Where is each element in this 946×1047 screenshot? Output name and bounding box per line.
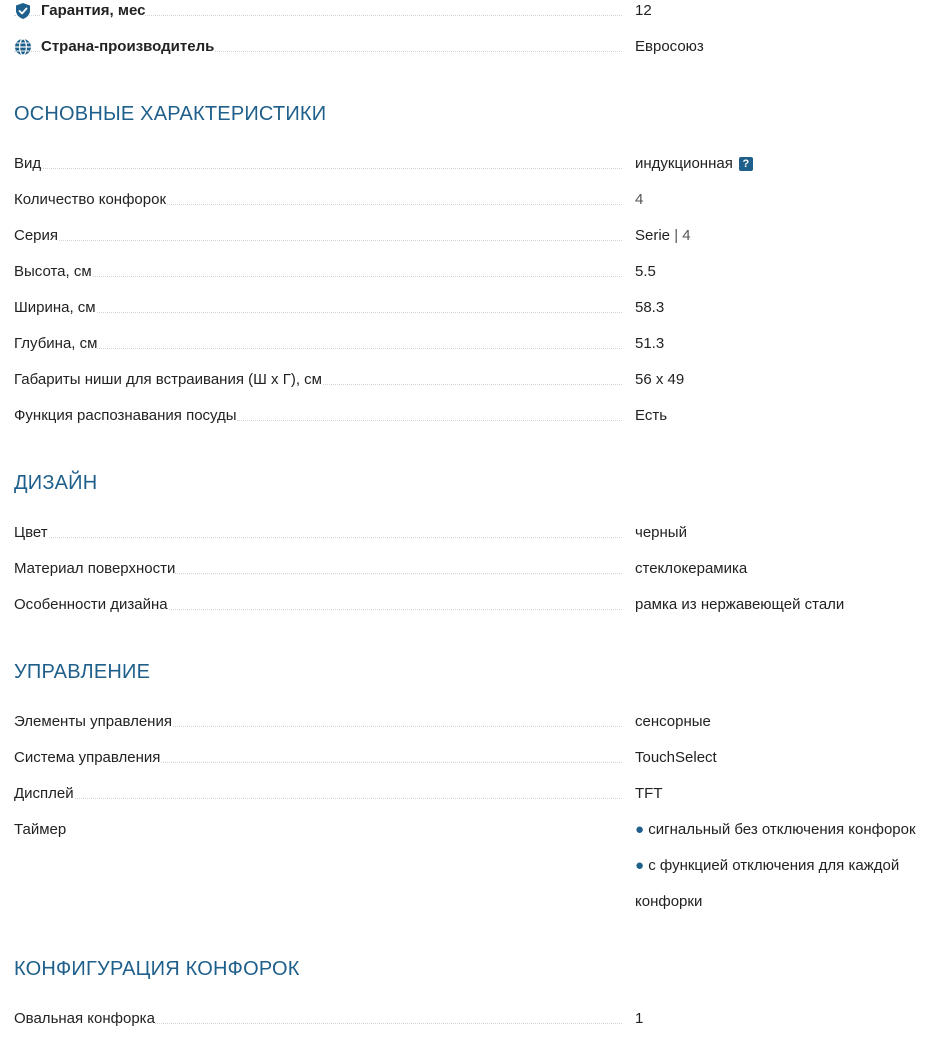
spec-row-type [14,154,936,174]
section-title-design: ДИЗАЙН [14,472,98,494]
spec-value: 1 [635,1010,644,1027]
spec-value: 58.3 [635,299,665,316]
dotted-leader [14,798,622,799]
spec-label: Система управления [14,749,161,766]
spec-label: Габариты ниши для встраивания (Ш х Г), см [14,371,322,388]
spec-value: рамка из нержавеющей стали [635,596,845,613]
dotted-leader [14,276,622,277]
spec-value: 56 х 49 [635,371,685,388]
section-title-main: ОСНОВНЫЕ ХАРАКТЕРИСТИКИ [14,103,327,125]
spec-value: 4 [635,191,644,208]
spec-label: Особенности дизайна [14,596,168,613]
spec-row-burners [14,190,936,210]
spec-row-control-system [14,748,936,768]
timer-bullet-item [635,856,899,876]
series-separator: | [674,227,679,244]
spec-value: TFT [635,785,663,802]
spec-value: Евросоюз [635,38,704,55]
spec-label: Ширина, см [14,299,96,316]
bullet-icon: ● [635,857,645,874]
help-icon[interactable]: ? [739,157,753,171]
spec-row-series [14,226,936,246]
dotted-leader [14,348,622,349]
spec-label: Серия [14,227,59,244]
spec-row-design-features [14,595,936,615]
spec-value: сенсорные [635,713,711,730]
spec-value: Есть [635,407,668,424]
spec-value: 5.5 [635,263,656,280]
bullet-icon: ● [635,821,645,838]
spec-row-country [14,37,936,57]
spec-value: стеклокерамика [635,560,748,577]
spec-label: Высота, см [14,263,92,280]
series-number: 4 [682,227,691,244]
spec-label: Глубина, см [14,335,98,352]
series-name: Serie [635,227,671,244]
spec-value: 51.3 [635,335,665,352]
spec-value: TouchSelect [635,749,717,766]
spec-label: Таймер [14,821,67,838]
spec-row-color [14,523,936,543]
spec-label: Дисплей [14,785,74,802]
spec-label: Вид [14,155,42,172]
spec-label: Элементы управления [14,713,172,730]
timer-bullet-text: сигнальный без отключения конфорок [648,821,916,838]
spec-value: черный [635,524,687,541]
spec-row-detection [14,406,936,426]
spec-value-text: индукционная [635,155,733,172]
dotted-leader [14,312,622,313]
spec-value [635,226,691,246]
spec-label: Овальная конфорка [14,1010,155,1027]
dotted-leader [14,168,622,169]
dotted-leader [14,240,622,241]
spec-row-surface [14,559,936,579]
spec-row-niche [14,370,936,390]
globe-icon [14,38,32,56]
timer-bullet-text: с функцией отключения для каждой [648,857,900,874]
section-title-config: КОНФИГУРАЦИЯ КОНФОРОК [14,958,300,980]
section-title-control: УПРАВЛЕНИЕ [14,661,151,683]
spec-row-warranty [14,1,936,21]
spec-row-height [14,262,936,282]
spec-label: Материал поверхности [14,560,176,577]
spec-label: Страна-производитель [41,38,215,55]
timer-bullet-continuation: конфорки [635,893,703,910]
spec-row-width [14,298,936,318]
spec-row-oval-burner [14,1009,936,1029]
spec-row-depth [14,334,936,354]
spec-value: 12 [635,2,652,19]
spec-label: Гарантия, мес [41,2,146,19]
spec-label: Функция распознавания посуды [14,407,237,424]
dotted-leader [14,537,622,538]
spec-label: Количество конфорок [14,191,167,208]
spec-row-controls [14,712,936,732]
timer-bullet-item [635,820,916,840]
spec-label: Цвет [14,524,48,541]
shield-check-icon [14,2,32,20]
spec-value [635,154,753,174]
spec-row-display [14,784,936,804]
